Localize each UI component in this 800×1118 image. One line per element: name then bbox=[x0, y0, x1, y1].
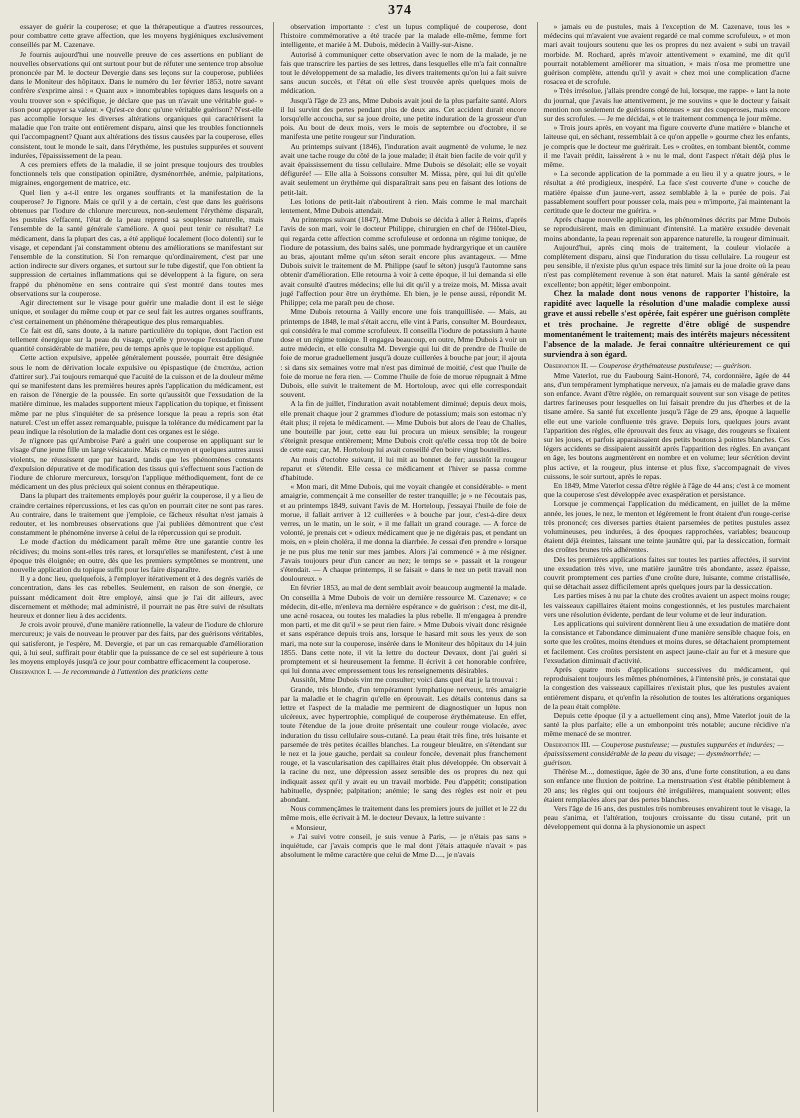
paragraph: « Monsieur, bbox=[290, 822, 327, 832]
paragraph: A ces premiers effets de la maladie, il se joint presque toujours des troubles fonctionnels tels que constipation opiniâtre, dysménorrhée, anémie, palpitations, migraines, engorgement de matrice, etc. bbox=[10, 160, 264, 188]
paragraph: Grande, très blonde, d'un tempérament lymphatique nerveux, très amaigrie par la maladie et le chagrin qu'elle en éprouvait. Les détails contenus dans sa lettre et l'aspect de la maladie me permirent de diagnostiquer un lupus non ulcéreux, avec hypertrophie, compliqué de couperose érythémateuse. En effet, toute l'étendue de la joue droite présentait une couleur rouge violacée, avec induration du tissu cellulaire sous-cutané. La peau était très fine, très luisante et parsemée de très petites écailles blanches. La rougeur bleuâtre, en s'étendant sur le nez et la joue gauche, perdait sa couleur foncée, devenait plus franchement rouge, et la vascularisation des capillaires était plus développée. On observait à la racine du nez, une dépression assez sensible des os propres du nez qui indiquait assez qu'il y avait eu un travail morbide. Peu d'appétit; constipation habituelle, dyspnée; palpitation; anémie; le sang des règles est noir et peu abondant. bbox=[280, 684, 527, 805]
paragraph: » La seconde application de la pommade a eu lieu il y a quatre jours, » le résultat a été prodigieux, inespéré. La face s'est couverte d'une » couche de matière épaisse d'un jaune-vert, assez semblable à la » purée de pois. J'ai passablement souffert pour pousser cela, mais peu » m'importe, j'ai maintenant la certitude que le docteur me guérira. » bbox=[543, 169, 790, 216]
paragraph: Nous commençâmes le traitement dans les premiers jours de juillet et le 22 du même mois, elle écrivait à M. le docteur Devaux, la lettre suivante : bbox=[280, 804, 527, 823]
observation-heading bbox=[544, 740, 790, 768]
column-2 bbox=[273, 22, 526, 1112]
lead-paragraph: Chez la malade dont nous venons de rapporter l'histoire, la rapidité avec laquelle la résolution d'une maladie complexe aussi grave et aussi rebelle s'est opérée, fait espérer une guérison complète et très prochaine. Je regrette d'être obligé de suspendre momentanément le traitement; mais des intérêts majeurs nécessitent l'absence de la malade. Je ferai connaître ultérieurement ce qui surviendra à son égard. bbox=[543, 288, 790, 360]
text-columns bbox=[10, 22, 790, 1112]
paragraph: » Très irrésolue, j'allais prendre congé de lui, lorsque, me rappe- » lant la note du journal, que j'avais lue attentivement, je me souvins » que le docteur y faisait mention non seulement de guérisons obtenues » sur des couperoses, mais encore sur des scrofules. — Je me décidai, » et le traitement commença le jour même. bbox=[543, 86, 790, 124]
paragraph: Ce fait est dû, sans doute, à la nature particulière du topique, dont l'action est tellement énergique sur la peau du visage, qu'elle y provoque l'exsudation d'une quantité considérable de matière, peu de temps après que le topique est appliqué. bbox=[10, 325, 264, 354]
paragraph: Depuis cette époque (il y a actuellement cinq ans), Mme Vaterlot jouit de la santé la plus parfaite; elle a un embonpoint très notable; aucune récidive n'a même menacé de se montrer. bbox=[543, 711, 790, 739]
paragraph: Les applications qui suivirent donnèrent lieu à une exsudation de matière dont la consistance et l'abondance diminuaient d'une manière sensible chaque fois, en sorte que les croûtes, moins étendues et moins dures, se détachaient promptement et facilement. Ces croûtes persistent en aspect jaune-clair au fur et à mesure que l'exsudation diminuait d'activité. bbox=[543, 619, 790, 665]
observation-title: — Couperose pustuleuse; — pustules suppurées et indurées; — épaississement considérable de la peau du visage; — dysménorrhée; — guérison. bbox=[543, 739, 784, 768]
paragraph: Mme Dubois retourna à Vailly encore une fois tranquillisée. — Mais, au printemps de 1848, le mal s'était accru, elle vint à Paris, consulter M. Bourdeaux, qui considéra le mal comme scrofuleux. Il conseilla l'iodure de potassium à haute dose et un régime tonique. Il engagea beaucoup, en outre, Mme Dubois à voir un autre médecin, et elle consulta M. Devergie qui lui dit de prendre de l'huile de foie de morue graduellement jusqu'à douze cuillerées à bouche par jour; il ajouta : si dans six semaines votre mal n'est pas diminué de moitié, c'est que l'huile de foie de morue ne fera rien. — Comme l'huile de foie de morue répugnait à Mme Dubois, elle suivit le traitement de M. Hortoloup, avec qui elle correspondait souvent. bbox=[280, 307, 527, 400]
paragraph: Le mode d'action du médicament paraît même être une garantie contre les récidives; du moins sont-elles très rares, et lorsqu'elles se manifestent, c'est à une époque très éloignée; en outre, dès que les premiers symptômes se montrent, une nouvelle application du topique suffit pour les faire disparaître. bbox=[10, 537, 264, 574]
paragraph: Dans la plupart des traitements employés pour guérir la couperose, il y a lieu de craindre certaines répercussions, et les cas qu'on en pourrait citer ne sont pas rares. Au contraire, dans le traitement que j'emploie, ce fâcheux résultat n'est jamais à redouter, et les nombreuses observations que j'ai publiées démontrent que c'est constamment le phénomène inverse à celui de la répercussion qui se produit. bbox=[10, 491, 264, 538]
page-number: 374 bbox=[388, 3, 412, 18]
paragraph: » Trois jours après, en voyant ma figure couverte d'une matière » blanche et laiteuse qui, en séchant, ressemblait à ce qu'on appelle » gourme chez les enfants, je compris que le docteur me guérirait. Les » croûtes, en tombant bientôt, comme il me l'avait prédit, laissèrent à » nu le mal, dont l'aspect n'était déjà plus le même. bbox=[543, 123, 790, 170]
observation-label: Observation I. bbox=[10, 667, 52, 677]
paragraph: Au printemps suivant (1847), Mme Dubois se décida à aller à Reims, d'après l'avis de son mari, voir le docteur Philippe, chirurgien en chef de l'Hôtel-Dieu, qui regarda cette affection comme scrofuleuse et ordonna un régime tonique, de l'iodure de potassium, des bains salés, une pommade hydrargyrique et un cautère au bras, ajoutant même qu'un séton serait encore plus avantageux. — Mme Dubois suivit le traitement de M. Philippe (sauf le séton) jusqu'à l'automne sans obtenir d'amélioration. Elle retourna à voir à cette époque, il lui demanda si elle avait consulté d'autres médecins; elle lui dit qu'il y a treize mois, M. Missa avait jugé l'affection pour être un érythème. Eh bien, je le pense aussi, répondit M. Philippe; cela me paraît peu de chose. bbox=[280, 215, 527, 308]
paragraph: Après chaque nouvelle application, les phénomènes décrits par Mme Dubois se reproduisirent, mais en diminuant d'intensité. La matière exsudée devenait moins abondante, la peau reprenait son apparence naturelle, la rougeur diminuait. bbox=[543, 215, 790, 243]
paragraph: Agir directement sur le visage pour guérir une maladie dont il est le siége unique, et soulager du même coup et par ce seul fait les autres organes souffrants, c'est certainement un phénomène thérapeutique des plus remarquables. bbox=[10, 298, 264, 326]
paragraph: En février 1853, au mal de dent semblait avoir beaucoup augmenté la malade. On conseilla à Mme Dubois de voir un dernière ressource M. Cazenave; « ce médecin, dit-elle, m'enleva ma dernière espérance » de guérison : c'est, me dit-il, une acné rosacea, ou toutes les maladies la plus rebelle. Il m'engagea à prendre mon parti, et me dit qu'il » se peut rien faire. » Mme Dubois vivait donc résignée et sans espérance depuis trois ans, lorsque le hasard mit sous les yeux de son mari, ma note sur la couperose, insérée dans le Moniteur des hôpitaux du 14 juin 1855. Dans cette note, il vit la lettre du docteur Devaux, dont j'ai guéri si promptement et si heureusement la femme. Il écrivit à cet honorable confrère, qui lui donna avec empressement tous les renseignements désirables. bbox=[280, 583, 527, 676]
paragraph: Autorisé à communiquer cette observation avec le nom de la malade, je ne fais que transcrire les parties de ses lettres, dans lesquelles elle m'a fait connaître tout le développement de sa maladie, les divers traitements qu'on lui a fait suivre sans aucun succès, et l'état où elle s'est trouvée après quelques mois de médication. bbox=[280, 49, 527, 96]
observation-title: — Je recommande à l'attention des praticiens cette bbox=[53, 667, 208, 677]
paragraph: Quel lien y a-t-il entre les organes souffrants et la manifestation de la couperose? Je l'ignore. Mais ce qu'il y a de certain, c'est que dans les guérisons obtenues par l'iodure de chlorure mercureux, non-seulement l'érythème disparaît, les pustules s'effacent, l'état de la peau reprend sa souplesse naturelle, mais l'ensemble de la santé générale s'améliore. A quoi peut tenir ce résultat? Le médicament, dans la plupart des cas, a été appliqué localement (loco dolenti) sur le visage, et cependant j'ai constamment obtenu des améliorations se manifestant sur l'ensemble de la constitution. Si l'on remarque qu'ordinairement, c'est par une action indirecte sur divers organes, et surtout sur le tube digestif, que l'on obtient la suppression de certaines inflammations qui se développent à la figure, on sera frappé du phénomène en sens contraire qui s'est montré dans toutes mes observations sur la couperose. bbox=[10, 187, 264, 298]
paragraph: Au mois d'octobre suivant, il lui mit au bonnet de fer; aussitôt la rougeur reparut et s'étendit. Elle cessa ce médicament et l'hiver se passa comme d'habitude. bbox=[280, 454, 527, 482]
paragraph: Dès les premières applications faites sur toutes les parties affectées, il survint une exsudation très vive, une matière jaunâtre très abondante, assez épaisse, couvrit promptement ces parties d'une croûte dure, luisante, comme cristallisée, qui se détachait assez difficilement après quelques jours par la dessiccation. bbox=[543, 554, 790, 592]
column-1 bbox=[10, 22, 263, 1112]
observation-title: — Couperose érythémateuse pustuleuse; — guérison. bbox=[589, 361, 752, 371]
paragraph: » jamais eu de pustules, mais à l'exception de M. Cazenave, tous les » médecins qui m'avaient vue avaient regardé ce mal comme scrofuleux, » et mon mari avait toujours soutenu que les os propres du nez avaient » subi un travail morbide. M. Rochard, après m'avoir attentivement » examiné, me dit qu'il pourrait notablement améliorer ma situation, » mais n'osa me promettre une guérison complète, attendu qu'il y avait » chez moi une complication d'acne rosacea et de scrofule. bbox=[543, 22, 790, 87]
paragraph: Mme Vaterlot, rue du Faubourg Saint-Honoré, 74, cordonnière, âgée de 44 ans, d'un tempérament lymphatique nerveux, n'a jamais eu de maladie grave dans son enfance. Avant d'être réglée, on remarquait souvent sur son visage de petites dartres farineuses pour lesquelles on lui faisait prendre du jus d'herbes et de la tisane amère. Sa santé fut excellente jusqu'à l'âge de 29 ans, époque à laquelle elle eut une variole confluente très grave. Depuis lors, quelques jours avant l'apparition des règles, elle éprouvait des feux au visage, des rougeurs se fixaient sur les joues, et parfois apparaissaient des petits boutons à pointes blanches. Ces légers accidents se dissipaient aussitôt après l'apparition des règles. En avançant en âge, les boutons augmentèrent en nombre et en volume; leur sécrétion devint plus active, et la rougeur, plus intense et plus fixe, s'accompagnait de vives cuissons, le soir surtout, après le repas. bbox=[543, 370, 790, 481]
paragraph: Je crois avoir prouvé, d'une manière rationnelle, la valeur de l'iodure de chlorure mercureux; je vais de nouveau le prouver par des faits, par des guérisons véritables, qui satisferont, je l'espère, M. Devergie, et par un cas remarquable d'amélioration qui, à lui seul, suffirait pour établir que la puissance de ce sel est supérieure à tous les moyens employés jusqu'à ce jour pour combattre efficacement la couperose. bbox=[10, 620, 264, 667]
paragraph: Les parties mises à nu par la chute des croûtes avaient un aspect moins rouge; les vaisseaux capillaires étaient moins congestionnés, et les pustules marchaient vers une résolution évidente, perdant de leur volume et de leur induration. bbox=[543, 591, 790, 619]
paragraph: Après quatre mois d'applications successives du médicament, qui reproduisaient toujours les mêmes phénomènes, à l'intensité près, je constatai que la congestion des vaisseaux capillaires n'existait plus, que les pustules avaient entièrement disparu, et qu'enfin la résolution de toutes les altérations organiques de la peau était complète. bbox=[543, 665, 790, 711]
paragraph: Vers l'âge de 16 ans, des pustules très nombreuses envahirent tout le visage, la peau s'anima, et l'altération, toujours croissante du tissu cutané, prit un développement qui donna à la physionomie un aspect bbox=[543, 804, 790, 832]
column-3 bbox=[537, 22, 790, 1112]
paragraph: Lorsque je commençai l'application du médicament, en juillet de la même année, les joues, le nez, le menton et légèrement le front étaient d'un rouge-cerise très prononcé; ces diverses parties étaient parsemées de petites pustules assez volumineuses, peu indurées, à des époques rapprochées, variables; beaucoup étaient déjà éteintes, laissant une teinte jaunâtre qui, par la dessiccation, formait des croûtes brunes très adhérentes. bbox=[543, 499, 790, 555]
paragraph: Thérèse M..., domestique, âgée de 30 ans, d'une forte constitution, a eu dans son enfance une fluxion de poitrine. La menstruation s'est établie péniblement à 20 ans; les règles qui ont toujours été irrégulières, manquaient souvent; elles étaient remplacées alors par des pertes blanches. bbox=[543, 767, 790, 804]
paragraph: En 1849, Mme Vaterlot cessa d'être réglée à l'âge de 44 ans; c'est à ce moment que la couperose s'est développée avec exaspération et persistance. bbox=[543, 480, 790, 500]
paragraph: Aussitôt, Mme Dubois vint me consulter; voici dans quel état je la trouvai : bbox=[290, 675, 518, 685]
paragraph: Je n'ignore pas qu'Ambroise Paré a guéri une couperose en appliquant sur le visage d'une jeune fille un large vésicatoire. Mais ce moyen et quelques autres aussi violents, ne réussissent que par hasard, tandis que les phénomènes constants d'expulsion dépurative et de modification des tissus qui s'effectuent sous l'action de l'iodure de chlorure mercureux, lorsqu'on l'applique méthodiquement, font de ce médicament un des plus précieux qui soient connus en thérapeutique. bbox=[10, 436, 264, 492]
paragraph: essayer de guérir la couperose; et que la thérapeutique a d'autres ressources, pour combattre cette grave affection, que les moyens hygiéniques exclusivement conseillés par M. Cazenave. bbox=[10, 22, 264, 50]
paragraph: Aujourd'hui, après cinq mois de traitement, la couleur violacée a complètement disparu, ainsi que l'induration du tissu cellulaire. La rougeur est peu sensible, il n'existe plus qu'un espace très limité sur la joue droite où la peau n'est pas complètement revenue à son état naturel. Mais la santé générale est excellente; bon appétit; léger embonpoint. bbox=[543, 242, 790, 289]
paragraph: » J'ai suivi votre conseil, je suis venue à Paris, — je n'étais pas sans » inquiétude, car j'avais compris que le mal dont j'étais attaquée n'avait » pas absolument le même caractère que celui de Mme D...., je n'avais bbox=[280, 831, 527, 860]
paragraph: Il y a donc lieu, quelquefois, à l'employer itérativement et à des degrés variés de concentration, dans les cas rebelles. Seulement, en raison de son énergie, ce puissant médicament doit être employé, ainsi que je l'ai dit ailleurs, avec discernement et méthode; mal administré, il pourrait ne pas être suivi de résultats heureux et donner lieu à des accidents. bbox=[10, 574, 264, 620]
paragraph: observation importante : c'est un lupus compliqué de couperose, dont l'histoire commémorative a été tracée par la malade elle-même, femme fort intelligente, et mariée à M. Dubois, médecin à Vailly-sur-Aisne. bbox=[280, 22, 527, 50]
paragraph: Au printemps suivant (1846), l'induration avait augmenté de volume, le nez avait une tache rouge du côté de la joue malade; il était bien facile de voir qu'il y avait épaississement du tissu cellulaire. Mme Dubois se désolait; elle se voyait défigurée! — Elle alla à Soissons consulter M. Missa, père, qui lui dit qu'elle avait seulement un érythème qui disparaîtrait sans peu en faisant des lotions de petit-lait. bbox=[280, 141, 527, 197]
paragraph: Cette action expulsive, appelée généralement poussée, pourrait être désignée sous le nom de dérivation locale expulsive ou épispastique (de ἐπισπάω, action d'attirer sur). J'ai toujours remarqué que l'acuité de la cuisson et de la douleur même qui se manifestent dans les premières heures après l'application du médicament, est en raison de l'énergie de la poussée. En sorte qu'aussitôt que l'exsudation de la matière diminue, les malades supportent mieux l'application du topique, et finissent même par ne plus s'inquiéter de sa présence lorsque la peau a repris son état naturel. C'est un effet assez remarquable, puisque la tolérance du médicament par la peau indique la résolution de la maladie dont ces organes est le siége. bbox=[10, 353, 264, 436]
paragraph: Jusqu'à l'âge de 23 ans, Mme Dubois avait joui de la plus parfaite santé. Alors il lui survint des pertes pendant plus de deux ans. Cet accident durait encore lorsqu'elle accoucha, sur sa joue droite, une petite induration de la grosseur d'un pois. Au bout de deux mois, vers le mois de septembre ou d'octobre, il se manifesta une petite rougeur sur l'induration. bbox=[280, 95, 527, 142]
observation-heading bbox=[10, 667, 263, 676]
observation-label: Observation III. bbox=[543, 739, 591, 749]
observation-heading bbox=[544, 361, 790, 370]
paragraph: Je fournis aujourd'hui une nouvelle preuve de ces assertions en publiant de nouvelles observations qui ont surtout pour but de réfuter une sentence trop absolue prononcée par M. le docteur Devergie dans ses leçons sur la couperose, publiées dans le Moniteur des hôpitaux. Dans le numéro du 1er février 1853, notre savant confrère s'exprime ainsi : « Quant aux » innombrables topiques dans lesquels on a voulu trouver son » spécifique, je déclare que pas un n'avait une véritable gué- » rison pour appuyer sa valeur. » Qu'est-ce donc qu'une véritable guérison? N'est-elle pas accomplie lorsque les diverses altérations organiques qui caractérisent la maladie que l'on traite ont entièrement disparu, ainsi que les troubles fonctionnels qui l'accompagnent? Quant aux altérations des tissus causées par la couperose, elles consistent, tout le monde le sait, dans l'érythème, les pustules suppurées et souvent indurées, l'épaississement de la peau. bbox=[10, 49, 264, 160]
paragraph: « Mon mari, dit Mme Dubois, qui me voyait changée et considérable- » ment amaigrie, commençait à me conseiller de rester tranquille; je » ne l'écoutais pas, et au printemps 1849, suivant l'avis de M. Horteloup, j'essayai l'huile de foie de morue, il fallait arriver à 12 cuillerées » à bouche par jour, c'est-à-dire deux verres, un le matin, un le soir, » il me fallait un grand courage. — A force de volonté, je prenais cet » odieux médicament que je ne digérais pas, et pendant un mois, en » plein choléra, il me donna la diarrhée. Je cessai d'en prendre » lorsque je ne pus plus me tenir sur mes jambes. Alors j'ai commencé » à me résigner. J'avais toujours peur d'un cancer au nez; le temps se » passait et la rougeur s'étendait. — A chaque printemps, il se faisait » dans le nez un petit travail non douloureux. » bbox=[280, 482, 527, 584]
observation-label: Observation II. bbox=[543, 361, 588, 371]
paragraph: Les lotions de petit-lait n'aboutirent à rien. Mais comme le mal marchait lentement, Mme Dubois attendait. bbox=[280, 196, 527, 216]
paragraph: A la fin de juillet, l'induration avait notablement diminué; depuis deux mois, elle prenait chaque jour 2 grammes d'iodure de potassium; mais son estomac n'y était plus; il rejeta le médicament. — Mme Dubois but alors de l'eau de Challes, une bouteille par jour, cette eau lui procura un mieux sensible; la rougeur s'éteignit presque entièrement; Mme Dubois croit qu'elle cessa trop tôt de boire de cette eau; car, M. Hortoloup lui avait conseillé d'en boire vingt bouteilles. bbox=[280, 399, 527, 455]
